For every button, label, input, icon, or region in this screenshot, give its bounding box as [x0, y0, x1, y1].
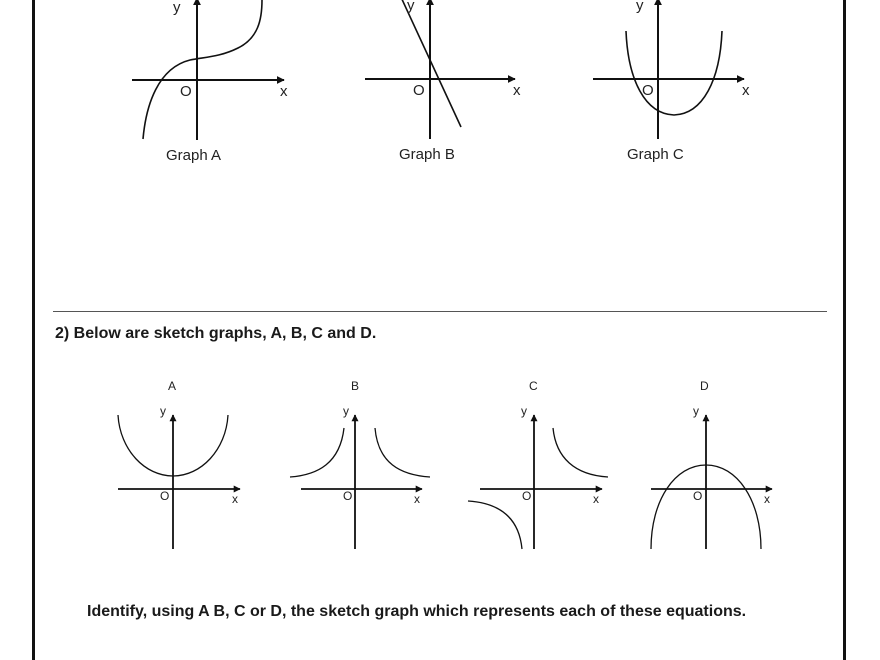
graph-label: B — [351, 379, 360, 393]
q2-graph-d — [651, 379, 772, 549]
question-2-instruction: Identify, using A B, C or D, the sketch graph which represents each of these equations. — [87, 603, 747, 620]
origin-label: O — [413, 82, 425, 99]
q2-graph-a — [118, 379, 240, 549]
parabola-curve — [626, 31, 722, 115]
x-axis-label: x — [764, 492, 770, 506]
graph-label: C — [529, 379, 538, 393]
origin-label: O — [693, 489, 703, 503]
q1-graph-a — [132, 0, 288, 164]
x-axis-label: x — [513, 82, 521, 99]
q2-graph-c — [468, 379, 608, 549]
q2-graph-b — [290, 379, 430, 549]
y-axis-label: y — [693, 404, 699, 418]
graph-caption: Graph C — [627, 146, 684, 163]
origin-label: O — [160, 489, 170, 503]
curve-upper-branch — [553, 428, 608, 477]
y-axis-label: y — [636, 0, 644, 14]
graph-label: D — [700, 379, 709, 393]
x-axis-label: x — [742, 82, 750, 99]
x-axis-label: x — [593, 492, 599, 506]
graph-caption: Graph A — [166, 147, 222, 164]
graph-label: A — [168, 379, 177, 393]
q1-graph-b — [365, 0, 521, 163]
y-axis-label: y — [407, 0, 415, 14]
cubic-curve — [143, 0, 262, 139]
curve-left-branch — [290, 428, 344, 477]
origin-label: O — [522, 489, 532, 503]
y-axis-label: y — [343, 404, 349, 418]
curve-right-branch — [375, 428, 430, 477]
origin-label: O — [642, 82, 654, 99]
y-axis-label: y — [521, 404, 527, 418]
origin-label: O — [343, 489, 353, 503]
section-divider — [53, 311, 827, 312]
x-axis-label: x — [280, 83, 288, 100]
origin-label: O — [180, 83, 192, 100]
x-axis-label: x — [232, 492, 238, 506]
q1-graph-c — [593, 0, 750, 163]
x-axis-label: x — [414, 492, 420, 506]
graph-caption: Graph B — [399, 146, 455, 163]
y-axis-label: y — [173, 0, 181, 16]
curve-lower-branch — [468, 501, 522, 549]
y-axis-label: y — [160, 404, 166, 418]
question-2-heading: 2) Below are sketch graphs, A, B, C and D. — [55, 325, 377, 342]
